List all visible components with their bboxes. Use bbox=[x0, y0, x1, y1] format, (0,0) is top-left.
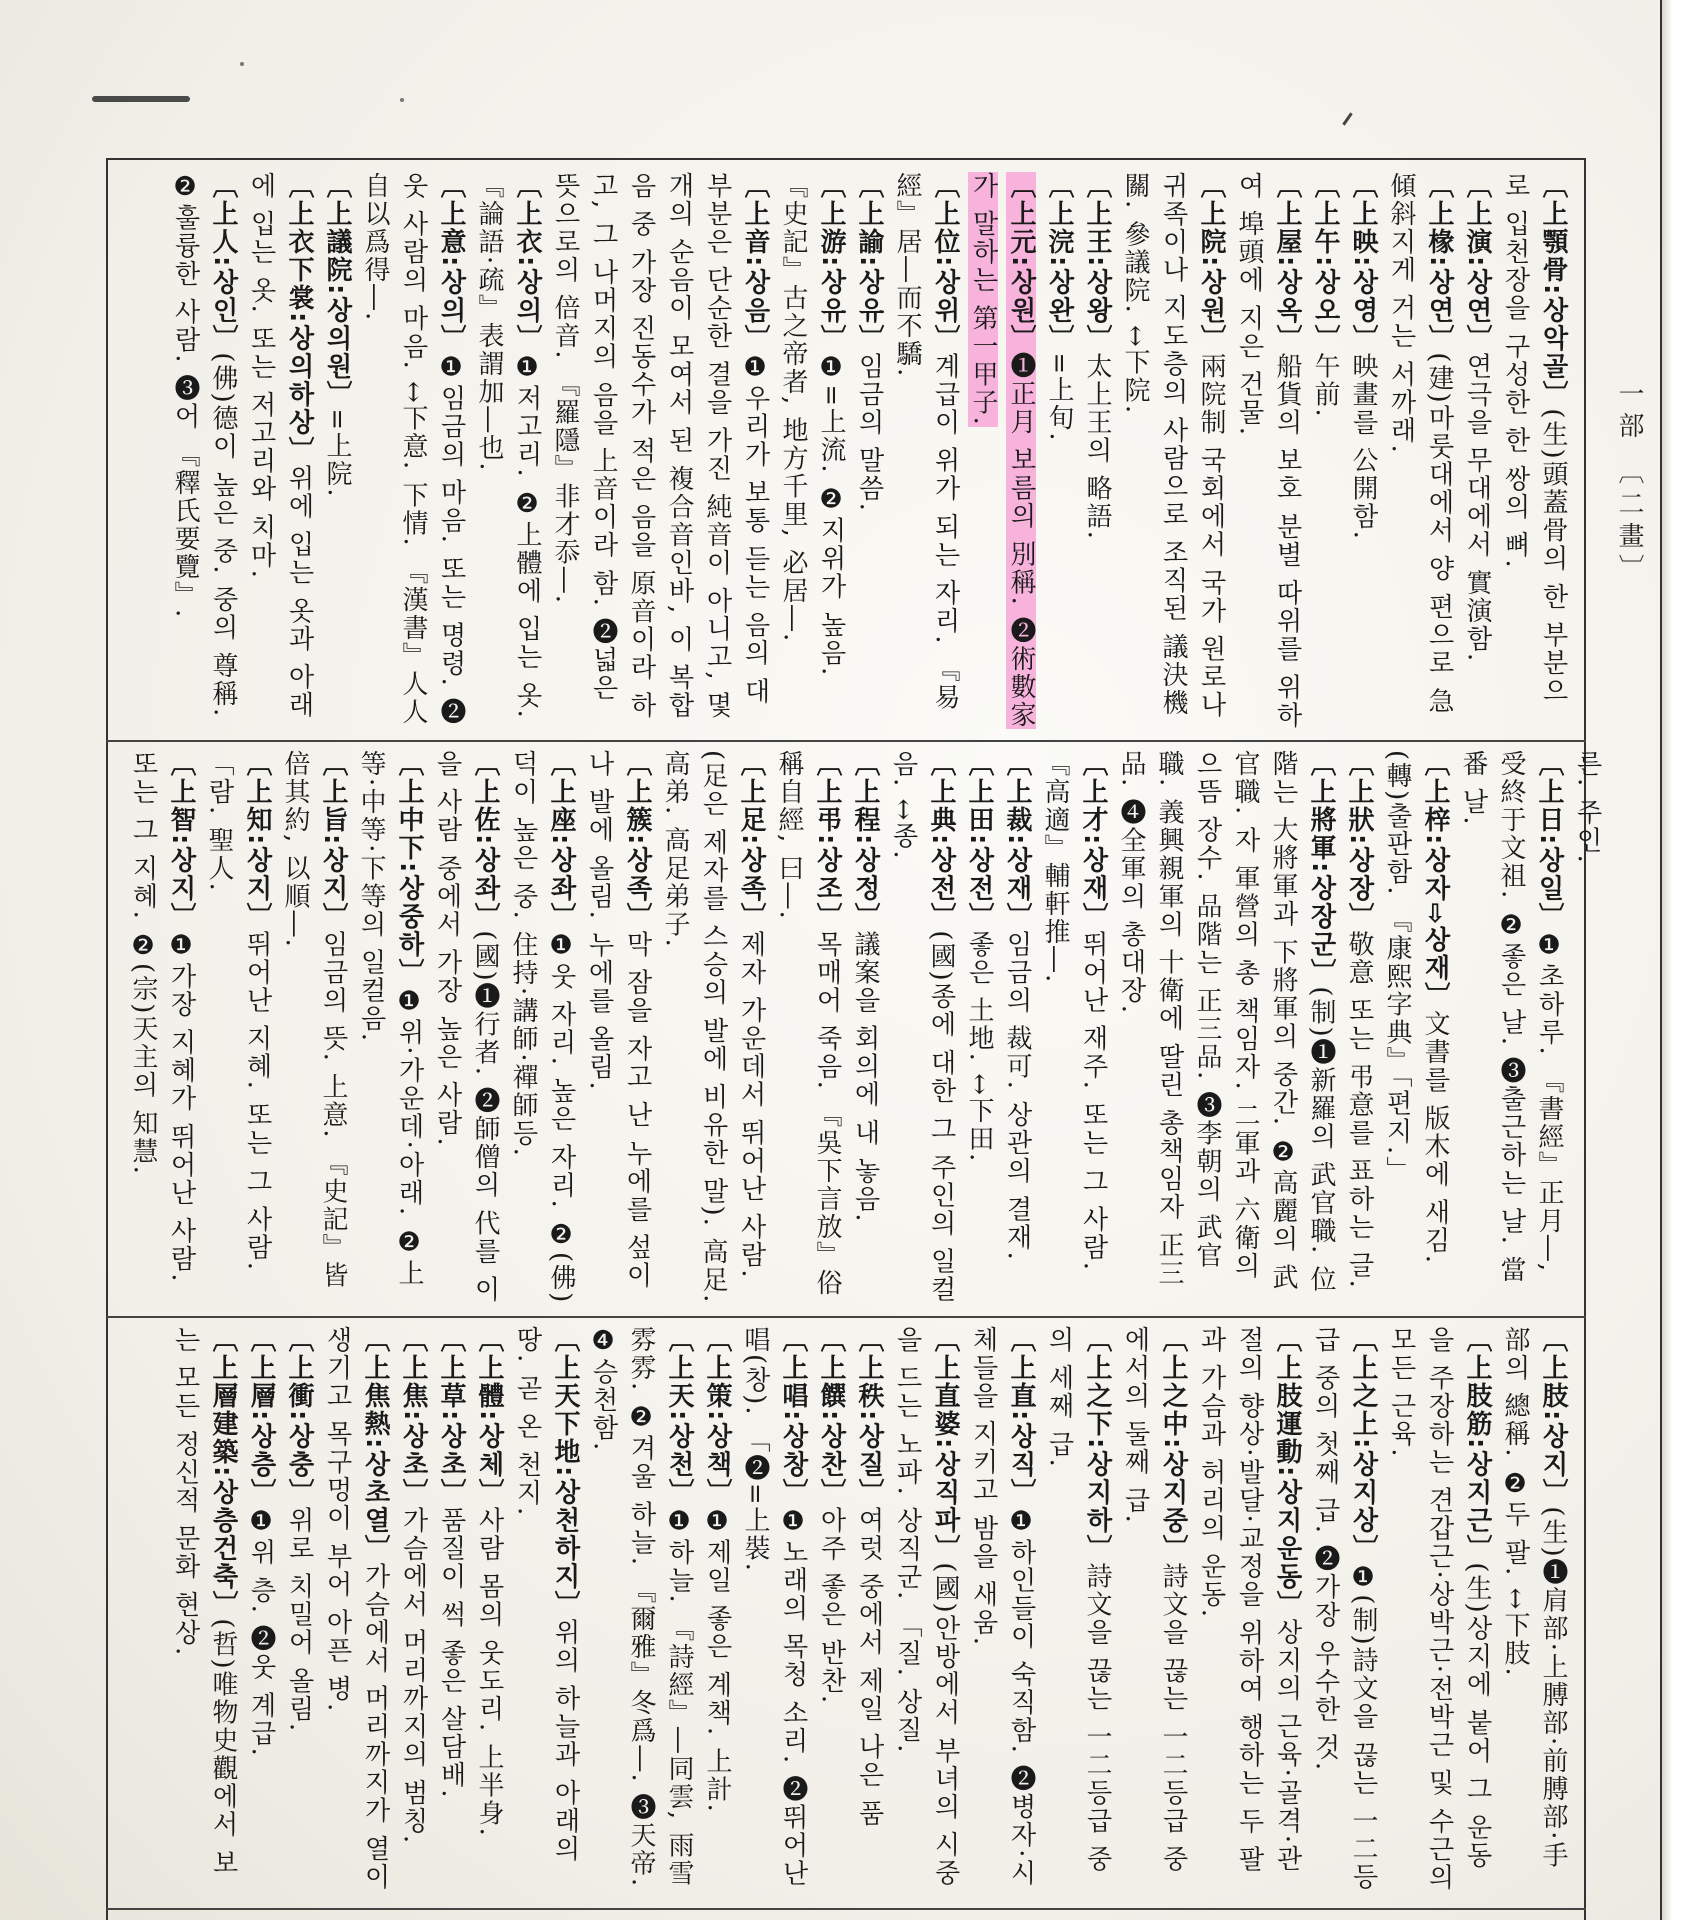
entry-definition: 위로 치밀어 올림. bbox=[284, 1506, 314, 1734]
bottom-rule bbox=[106, 1908, 1586, 1910]
entry-definition: 위의 하늘과 아래의 땅. 곧 온 천지. bbox=[512, 1326, 580, 1863]
entry-definition: ❶正月 보름의 別稱. ❷術數家가 말하는 第一甲子. bbox=[968, 172, 1036, 730]
dictionary-entry bbox=[580, 750, 656, 1306]
entry-definition: 船貨의 보호 분별 따위를 위하여 埠頭에 지은 건물. bbox=[1234, 172, 1302, 730]
entry-headword: 〔上直:상직〕 bbox=[1006, 1326, 1036, 1507]
dictionary-entry bbox=[166, 172, 242, 732]
entry-definition: ❶가장 지혜가 뛰어난 사람. 또는 그 지혜. ❷(宗)天主의 知慧. bbox=[128, 750, 196, 1284]
dictionary-entry bbox=[318, 172, 356, 732]
entry-headword: 〔上之下:상지하〕 bbox=[1082, 1326, 1112, 1563]
entry-definition: ❶(制)詩文을 끊는 一二등급 중의 첫째 급. ❷가장 우수한 것. bbox=[1310, 1326, 1378, 1892]
entry-headword: 〔上才:상재〕 bbox=[1078, 750, 1108, 931]
entry-headword: 〔上游:상유〕 bbox=[816, 172, 846, 353]
entry-definition: ❶노래의 목청 소리. ❷뛰어난 唱(창). 「❷=上裝. bbox=[740, 1326, 808, 1888]
dictionary-entry bbox=[432, 1326, 470, 1892]
entry-definition: ❶위 층. ❷웃 계급. bbox=[246, 1506, 276, 1758]
dictionary-entry bbox=[1378, 750, 1454, 1306]
entry-definition: 연극을 무대에서 實演함. bbox=[1462, 352, 1492, 664]
dictionary-entry bbox=[356, 172, 470, 732]
entry-headword: 〔上音:상음〕 bbox=[740, 172, 770, 353]
entry-definition: 막 잠을 자고 난 누에를 섶이나 발에 올림. 누에를 올림. bbox=[584, 750, 652, 1290]
entry-definition: ❶임금의 마음. 또는 명령. ❷웃 사람의 마음. ↔下意. 下情. 『漢書』人人自以爲得―. bbox=[360, 172, 466, 726]
entry-headword: 〔上狀:상장〕 bbox=[1344, 750, 1374, 931]
dictionary-entry bbox=[998, 750, 1036, 1306]
dictionary-entry bbox=[1496, 172, 1572, 732]
entry-headword: 〔上衣下裳:상의하상〕 bbox=[284, 172, 314, 465]
entry-definition: (建)마룻대에서 양 편으로 急傾斜지게 거는 서까래. bbox=[1386, 172, 1454, 716]
dictionary-entry bbox=[888, 172, 964, 732]
entry-headword: 〔上衣:상의〕 bbox=[512, 172, 542, 353]
dictionary-entry bbox=[166, 1326, 242, 1892]
dictionary-entry bbox=[1568, 750, 1606, 1306]
entry-definition: 文書를 版木에 새김. (轉)출판함. 『康熙字典』「편지.」 bbox=[1382, 750, 1450, 1265]
dictionary-entry bbox=[318, 1326, 394, 1892]
dictionary-entry bbox=[1454, 750, 1568, 1306]
entry-headword: 〔上田:상전〕 bbox=[964, 750, 994, 931]
dictionary-entry bbox=[964, 1326, 1040, 1892]
entry-definition: 좋은 土地. ↔下田. bbox=[964, 930, 994, 1164]
paper-speck bbox=[240, 62, 244, 66]
entry-definition: 위에 입는 옷과 아래에 입는 옷. 또는 저고리와 치마. bbox=[246, 172, 314, 720]
dictionary-tier-middle bbox=[124, 750, 1602, 1306]
entry-headword: 〔上焦:상초〕 bbox=[398, 1326, 428, 1507]
entry-headword: 〔上唱:상창〕 bbox=[778, 1326, 808, 1507]
entry-headword: 〔上椽:상연〕 bbox=[1424, 172, 1454, 353]
entry-definition: 太上王의 略語. bbox=[1082, 352, 1112, 541]
entry-definition: 임금의 裁可. 상관의 결재. bbox=[1002, 930, 1032, 1262]
entry-headword: 〔上座:상좌〕 bbox=[546, 750, 576, 931]
entry-headword: 〔上午:상오〕 bbox=[1310, 172, 1340, 353]
dictionary-entry bbox=[1116, 172, 1230, 732]
entry-definition: (國)종에 대한 그 주인의 일컬음. ↔종. bbox=[888, 750, 956, 1304]
entry-headword: 〔上浣:상완〕 bbox=[1044, 172, 1074, 353]
entry-definition: ❶제일 좋은 계책. 上計. bbox=[702, 1506, 732, 1814]
entry-headword: 〔上層建築:상층건축〕 bbox=[208, 1326, 238, 1619]
entry-definition: (生)❶肩部·上膊部·前膊部·手部의 總稱. ❷두 팔. ↔下肢. bbox=[1500, 1326, 1568, 1870]
dictionary-entry bbox=[280, 1326, 318, 1892]
entry-definition: 敬意 또는 弔意를 표하는 글. bbox=[1344, 930, 1374, 1290]
entry-definition: 계급이 위가 되는 자리. 『易經』居―而不驕. bbox=[892, 172, 960, 712]
dictionary-entry bbox=[1306, 172, 1344, 732]
entry-headword: 〔上顎骨:상악골〕 bbox=[1538, 172, 1568, 409]
dictionary-entry bbox=[846, 750, 884, 1306]
entry-definition: =上院. bbox=[322, 408, 352, 499]
entry-headword: 〔上肢:상지〕 bbox=[1538, 1326, 1568, 1507]
dictionary-tier-bottom bbox=[124, 1326, 1572, 1892]
dictionary-entry bbox=[394, 1326, 432, 1892]
entry-definition: 兩院制 국회에서 국가 원로나 귀족이나 지도층의 사람으로 조직된 議決機關. 參議院. ↔下院. bbox=[1120, 172, 1226, 720]
entry-headword: 〔上知:상지〕 bbox=[242, 750, 272, 931]
entry-headword: 〔上饌:상찬〕 bbox=[816, 1326, 846, 1507]
entry-headword: 〔上梓:상자⇨상재〕 bbox=[1420, 750, 1450, 1011]
entry-definition: ❶웃 자리. 높은 자리. ❷(佛)덕이 높은 중. 住持·講師·禪師등. bbox=[508, 750, 576, 1305]
entry-headword: 〔上智:상지〕 bbox=[166, 750, 196, 931]
margin-dash bbox=[92, 96, 190, 102]
entry-definition: ❶=上流. ❷지위가 높음. 『史記』古之帝者, 地方千里, 必居―. bbox=[778, 172, 846, 678]
entry-headword: 〔上直婆:상직파〕 bbox=[930, 1326, 960, 1563]
entry-headword: 〔上層:상층〕 bbox=[246, 1326, 276, 1507]
entry-headword: 〔上策:상책〕 bbox=[702, 1326, 732, 1507]
dictionary-entry bbox=[200, 750, 276, 1306]
entry-definition: ❶위·가운데·아래. ❷上等·中等·下等의 일컬음. bbox=[356, 750, 424, 1288]
entry-definition: 목매어 죽음. 『吳下言放』俗稱自經, 曰―. bbox=[774, 750, 842, 1298]
entry-definition: 상지의 근육·골격·관절의 향상·발달·교정을 위하여 행하는 두 팔과 가슴과 허리의 운동. bbox=[1196, 1326, 1302, 1874]
entry-definition: ❶하인들이 숙직함. ❷병자·시체들을 지키고 밤을 새움. bbox=[968, 1326, 1036, 1888]
entry-headword: 〔上元:상원〕 bbox=[1006, 172, 1036, 353]
dictionary-entry bbox=[508, 1326, 584, 1892]
dictionary-entry bbox=[1112, 750, 1340, 1306]
entry-definition: ❶초하루. 『書經』正月―, 受終于文祖. ❷좋은 날. ❸출근하는 날. 當番 날. bbox=[1458, 750, 1564, 1285]
dictionary-entry bbox=[1192, 1326, 1306, 1892]
dictionary-entry bbox=[1040, 172, 1078, 732]
column-block bbox=[124, 750, 1606, 1306]
dictionary-entry bbox=[428, 750, 504, 1306]
entry-headword: 〔上弔:상조〕 bbox=[812, 750, 842, 931]
dictionary-entry bbox=[1078, 172, 1116, 732]
entry-headword: 〔上人:상인〕 bbox=[208, 172, 238, 353]
entry-definition: 詩文을 끊는 一二등급 중에서의 둘째 급. bbox=[1120, 1326, 1188, 1874]
dictionary-entry bbox=[656, 750, 770, 1306]
entry-headword: 〔上天下地:상천하지〕 bbox=[550, 1326, 580, 1619]
dictionary-entry bbox=[1382, 172, 1458, 732]
dictionary-entry bbox=[546, 172, 774, 732]
dictionary-entry bbox=[884, 750, 960, 1306]
dictionary-entry bbox=[124, 750, 200, 1306]
dictionary-entry bbox=[736, 1326, 812, 1892]
dictionary-entry bbox=[960, 750, 998, 1306]
entry-headword: 〔上中下:상중하〕 bbox=[394, 750, 424, 987]
tier-divider bbox=[106, 1316, 1586, 1318]
entry-headword: 〔上映:상영〕 bbox=[1348, 172, 1378, 353]
dictionary-entry bbox=[1230, 172, 1306, 732]
entry-headword: 〔上秩:상질〕 bbox=[854, 1326, 884, 1507]
entry-definition: ❶저고리. ❷上體에 입는 옷. 『論語·疏』表謂加―也. bbox=[474, 172, 542, 720]
entry-definition: (國)❶行者. ❷師僧의 代를 이을 사람 중에서 가장 높은 사람. bbox=[432, 750, 500, 1304]
dictionary-entry bbox=[504, 750, 580, 1306]
dictionary-entry bbox=[888, 1326, 964, 1892]
entry-definition: 사람 몸의 웃도리. 上半身. bbox=[474, 1506, 504, 1838]
entry-definition: (哲)唯物史觀에서 보는 모든 정신적 문화 현상. bbox=[170, 1326, 238, 1877]
entry-definition: 른. 주인. bbox=[1572, 750, 1602, 865]
entry-definition: 議案을 회의에 내 놓음. bbox=[850, 930, 880, 1224]
entry-headword: 〔上衝:상충〕 bbox=[284, 1326, 314, 1507]
entry-headword: 〔上王:상왕〕 bbox=[1082, 172, 1112, 353]
entry-headword: 〔上裁:상재〕 bbox=[1002, 750, 1032, 931]
entry-headword: 〔上之中:상지중〕 bbox=[1158, 1326, 1188, 1563]
entry-definition: 아주 좋은 반찬. bbox=[816, 1506, 846, 1706]
entry-headword: 〔上演:상연〕 bbox=[1462, 172, 1492, 353]
entry-headword: 〔上位:상위〕 bbox=[930, 172, 960, 353]
entry-definition: ❶하늘. 『詩經』―同雲, 雨雪雰雰. ❷겨울 하늘. 『爾雅』冬爲―. ❸天帝. ❹승천함. bbox=[588, 1326, 694, 1889]
entry-definition: 제자 가운데서 뛰어난 사람. (足은 제자를 스승의 발에 비유한 말). 高足. 高弟. 高足弟子. bbox=[660, 750, 766, 1305]
entry-headword: 〔上足:상족〕 bbox=[736, 750, 766, 931]
entry-headword: 〔上意:상의〕 bbox=[436, 172, 466, 353]
dictionary-entry bbox=[1382, 1326, 1496, 1892]
dictionary-entry bbox=[1306, 1326, 1382, 1892]
entry-definition: 午前. bbox=[1310, 352, 1340, 419]
entry-definition: (制)❶新羅의 武官職. 位階는 大將軍과 下將軍의 중간. ❷高麗의 武官職. 자 軍營의 총 책임자. 二軍과 六衛의 으뜸 장수. 品階는 正三品. ❸李朝의 武官職. 義興親軍의 十衛에 딸린 총책임자 正三品. ❹全軍의 총대장. bbox=[1116, 750, 1336, 1294]
column-block bbox=[166, 172, 1572, 732]
entry-definition: 가슴에서 머리까지의 범칭. bbox=[398, 1506, 428, 1846]
entry-headword: 〔上焦熱:상초열〕 bbox=[360, 1326, 390, 1563]
entry-headword: 〔上屋:상옥〕 bbox=[1272, 172, 1302, 353]
dictionary-entry bbox=[352, 750, 428, 1306]
entry-definition: (國)안방에서 부녀의 시중을 드는 노파. 상직군. 「질. 상질. bbox=[892, 1326, 960, 1888]
entry-headword: 〔上日:상일〕 bbox=[1534, 750, 1564, 931]
entry-definition: 임금의 말씀. bbox=[854, 352, 884, 513]
dictionary-entry bbox=[1344, 172, 1382, 732]
entry-definition: 여럿 중에서 제일 나은 품 bbox=[854, 1506, 884, 1828]
page-edge bbox=[1660, 0, 1688, 1920]
paper-speck bbox=[400, 98, 404, 102]
entry-definition: 품질이 썩 좋은 살담배. bbox=[436, 1506, 466, 1800]
entry-headword: 〔上佐:상좌〕 bbox=[470, 750, 500, 931]
dictionary-entry bbox=[1036, 750, 1112, 1306]
dictionary-tier-top bbox=[124, 172, 1572, 732]
entry-definition: 詩文을 끊는 一二등급 중의 세째 급. bbox=[1044, 1326, 1112, 1874]
dictionary-entry bbox=[1458, 172, 1496, 732]
dictionary-entry bbox=[242, 1326, 280, 1892]
entry-headword: 〔上旨:상지〕 bbox=[318, 750, 348, 931]
entry-definition: 임금의 뜻. 上意. 『史記』皆倍其約, 以順―. bbox=[280, 750, 348, 1290]
dictionary-entry bbox=[276, 750, 352, 1306]
entry-headword: 〔上程:상정〕 bbox=[850, 750, 880, 931]
dictionary-entry bbox=[1116, 1326, 1192, 1892]
dictionary-entry bbox=[850, 1326, 888, 1892]
dictionary-entry bbox=[774, 172, 850, 732]
entry-headword: 〔上之上:상지상〕 bbox=[1348, 1326, 1378, 1563]
tier-divider bbox=[106, 740, 1586, 742]
entry-headword: 〔上簇:상족〕 bbox=[622, 750, 652, 931]
entry-headword: 〔上肢筋:상지근〕 bbox=[1462, 1326, 1492, 1563]
entry-headword: 〔上典:상전〕 bbox=[926, 750, 956, 931]
dictionary-entry bbox=[242, 172, 318, 732]
dictionary-entry bbox=[698, 1326, 736, 1892]
column-block bbox=[166, 1326, 1572, 1892]
dictionary-entry bbox=[850, 172, 888, 732]
entry-definition: (佛)德이 높은 중. 중의 尊稱. ❷훌륭한 사람. ❸어 『釋氏要覽』. bbox=[170, 172, 238, 719]
entry-definition: (生)상지에 붙어 그 운동을 주장하는 견갑근·상박근·전박근 및 수근의 모든 근육. bbox=[1386, 1326, 1492, 1892]
entry-headword: 〔上草:상초〕 bbox=[436, 1326, 466, 1507]
dictionary-entry bbox=[1340, 750, 1378, 1306]
entry-headword: 〔上體:상체〕 bbox=[474, 1326, 504, 1507]
dictionary-entry bbox=[470, 172, 546, 732]
entry-headword: 〔上議院:상의원〕 bbox=[322, 172, 352, 409]
dictionary-entry bbox=[1040, 1326, 1116, 1892]
entry-headword: 〔上院:상원〕 bbox=[1196, 172, 1226, 353]
entry-headword: 〔上將軍:상장군〕 bbox=[1306, 750, 1336, 987]
dictionary-entry bbox=[812, 1326, 850, 1892]
entry-definition: 뛰어난 지혜. 또는 그 사람. 「람. 聖人. bbox=[204, 750, 272, 1272]
dictionary-entry bbox=[770, 750, 846, 1306]
entry-definition: 가슴에서 머리까지가 열이 생기고 목구멍이 부어 아픈 병. bbox=[322, 1326, 390, 1891]
dictionary-entry bbox=[470, 1326, 508, 1892]
entry-definition: 映畫를 公開함. bbox=[1348, 352, 1378, 541]
entry-headword: 〔上天:상천〕 bbox=[664, 1326, 694, 1507]
entry-definition: (生)頭蓋骨의 한 부분으로 입천장을 구성한 한 쌍의 뼈. bbox=[1500, 172, 1568, 706]
dictionary-entry bbox=[964, 172, 1040, 732]
entry-headword: 〔上諭:상유〕 bbox=[854, 172, 884, 353]
dictionary-entry bbox=[584, 1326, 698, 1892]
entry-definition: 뛰어난 재주. 또는 그 사람. 『高適』輔軒推―. bbox=[1040, 750, 1108, 1272]
running-head: 一部 〔二畫〕 bbox=[1614, 380, 1644, 587]
dictionary-entry bbox=[1496, 1326, 1572, 1892]
entry-definition: =上旬. bbox=[1044, 352, 1074, 443]
entry-definition: ❶우리가 보통 듣는 음의 대부분은 단순한 결을 가진 純音이 아니고, 몇 개의 순음이 모여서 된 複合音인바, 이 복합음 중 가장 진동수가 적은 음을 原音이라 하고, 그 나머지의 음을 上音이라 함. ❷넓은 뜻으로의 倍音. 『羅隱』非才忝―. bbox=[550, 172, 770, 720]
entry-headword: 〔上肢運動:상지운동〕 bbox=[1272, 1326, 1302, 1619]
